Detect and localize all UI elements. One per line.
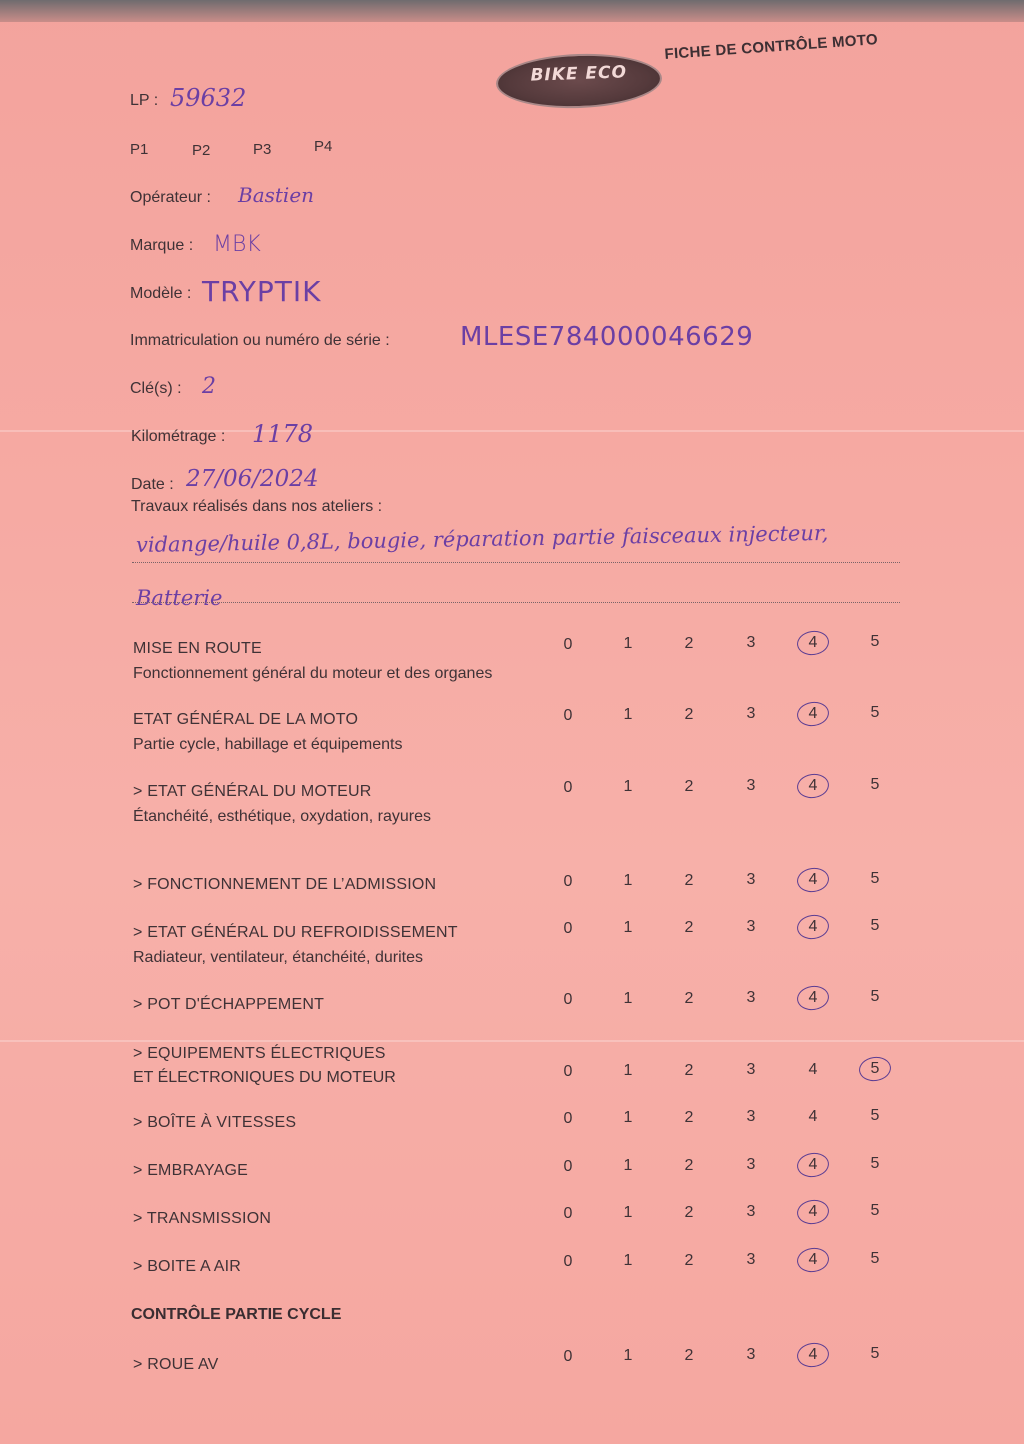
score-option-1: 1: [623, 778, 633, 796]
score-option-3: 3: [746, 918, 756, 936]
score-option-1: 1: [623, 1157, 633, 1175]
check-title: > POT D'ÉCHAPPEMENT: [133, 996, 325, 1013]
score-option-0: 0: [563, 920, 573, 937]
sheet-top-edge: [0, 0, 1024, 22]
score-option-5: 5: [870, 1345, 880, 1362]
score-option-2: 2: [684, 705, 694, 723]
score-option-1: 1: [623, 872, 633, 890]
check-title: > FONCTIONNEMENT DE L’ADMISSION: [133, 876, 437, 893]
score-option-5: 5: [870, 1250, 880, 1267]
score-option-4: 4: [808, 1060, 818, 1078]
score-option-0: 0: [563, 1063, 573, 1080]
score-option-1: 1: [623, 1062, 633, 1080]
date-label: Date :: [131, 476, 174, 493]
score-option-1: 1: [623, 635, 633, 653]
score-option-2: 2: [684, 634, 694, 652]
marque-label: Marque :: [130, 237, 194, 254]
lp-label: LP :: [130, 92, 159, 109]
score-option-1: 1: [623, 1347, 633, 1365]
kilometrage-value: 1178: [252, 420, 314, 448]
score-option-1: 1: [623, 1252, 633, 1270]
travaux-line-1: vidange/huile 0,8L, bougie, réparation partie faisceaux injecteur,: [135, 520, 829, 557]
score-option-4: 4: [808, 1202, 818, 1220]
score-option-5: 5: [870, 870, 880, 887]
check-title: > ROUE AV: [133, 1356, 219, 1373]
score-option-3: 3: [746, 1061, 756, 1079]
score-option-4: 4: [808, 776, 818, 794]
score-option-2: 2: [684, 1108, 694, 1126]
score-option-1: 1: [623, 1204, 633, 1222]
check-subtitle: Fonctionnement général du moteur et des organes: [133, 665, 493, 682]
score-option-2: 2: [684, 1061, 694, 1079]
p2-label: P2: [192, 142, 211, 159]
immatriculation-label: Immatriculation ou numéro de série :: [130, 332, 390, 349]
score-option-5: 5: [870, 776, 880, 793]
score-option-2: 2: [684, 1251, 694, 1269]
score-option-5: 5: [870, 1060, 880, 1077]
travaux-dotted-line: [132, 562, 900, 563]
check-subtitle: ET ÉLECTRONIQUES DU MOTEUR: [133, 1069, 396, 1086]
score-option-5: 5: [870, 1107, 880, 1124]
travaux-line-2: Batterie: [136, 586, 223, 610]
check-title: > EMBRAYAGE: [133, 1162, 248, 1179]
score-option-5: 5: [870, 988, 880, 1005]
score-option-4: 4: [808, 1250, 818, 1268]
score-option-3: 3: [746, 1251, 756, 1269]
lp-value: 59632: [170, 84, 247, 112]
kilometrage-label: Kilométrage :: [131, 428, 226, 445]
cles-value: 2: [202, 374, 216, 399]
score-option-4: 4: [808, 1345, 818, 1363]
modele-label: Modèle :: [130, 285, 192, 302]
score-option-4: 4: [808, 633, 818, 651]
check-title: > ETAT GÉNÉRAL DU MOTEUR: [133, 783, 372, 800]
score-option-2: 2: [684, 1203, 694, 1221]
operateur-label: Opérateur :: [130, 189, 211, 206]
score-option-5: 5: [870, 1155, 880, 1172]
check-title: > BOITE A AIR: [133, 1258, 241, 1275]
score-option-1: 1: [623, 990, 633, 1008]
score-option-2: 2: [684, 871, 694, 889]
check-title: MISE EN ROUTE: [133, 640, 262, 657]
score-option-0: 0: [563, 779, 573, 796]
modele-value: TRYPTIK: [202, 275, 322, 308]
score-option-2: 2: [684, 989, 694, 1007]
check-subtitle: Radiateur, ventilateur, étanchéité, durites: [133, 949, 423, 966]
p4-label: P4: [314, 138, 333, 155]
score-option-0: 0: [563, 873, 573, 890]
score-option-3: 3: [746, 871, 756, 889]
marque-value: MBK: [213, 232, 261, 257]
date-value: 27/06/2024: [186, 466, 319, 492]
score-option-1: 1: [623, 706, 633, 724]
travaux-dotted-line: [132, 602, 900, 603]
p3-label: P3: [253, 141, 272, 158]
check-subtitle: Étanchéité, esthétique, oxydation, rayures: [133, 808, 431, 825]
operateur-value: Bastien: [238, 183, 315, 207]
score-option-3: 3: [746, 1346, 756, 1364]
cles-label: Clé(s) :: [130, 380, 182, 397]
score-option-0: 0: [563, 636, 573, 653]
p1-label: P1: [130, 141, 149, 158]
section-partie-cycle: CONTRÔLE PARTIE CYCLE: [131, 1306, 342, 1323]
score-option-2: 2: [684, 918, 694, 936]
immatriculation-value: MLESE784000046629: [460, 322, 754, 352]
score-option-0: 0: [563, 1253, 573, 1270]
score-option-4: 4: [808, 870, 818, 888]
score-option-0: 0: [563, 1348, 573, 1365]
score-option-3: 3: [746, 777, 756, 795]
score-option-4: 4: [808, 704, 818, 722]
check-title: > EQUIPEMENTS ÉLECTRIQUES: [133, 1045, 386, 1062]
score-option-4: 4: [808, 1107, 818, 1125]
score-option-3: 3: [746, 1108, 756, 1126]
score-option-0: 0: [563, 1158, 573, 1175]
score-option-4: 4: [808, 917, 818, 935]
score-option-5: 5: [870, 1202, 880, 1219]
check-title: > TRANSMISSION: [133, 1210, 272, 1227]
check-title: ETAT GÉNÉRAL DE LA MOTO: [133, 711, 359, 728]
score-option-2: 2: [684, 777, 694, 795]
score-option-3: 3: [746, 634, 756, 652]
paper-fold: [0, 1040, 1024, 1042]
score-option-5: 5: [870, 633, 880, 650]
score-option-0: 0: [563, 991, 573, 1008]
score-option-3: 3: [746, 705, 756, 723]
logo-text: BIKE ECO: [530, 62, 628, 86]
score-option-5: 5: [870, 917, 880, 934]
score-option-0: 0: [563, 707, 573, 724]
score-option-1: 1: [623, 919, 633, 937]
check-title: > BOÎTE À VITESSES: [133, 1114, 297, 1131]
score-option-0: 0: [563, 1205, 573, 1222]
score-option-3: 3: [746, 989, 756, 1007]
score-option-4: 4: [808, 1155, 818, 1173]
check-title: > ETAT GÉNÉRAL DU REFROIDISSEMENT: [133, 924, 458, 941]
score-option-3: 3: [746, 1156, 756, 1174]
check-subtitle: Partie cycle, habillage et équipements: [133, 736, 403, 753]
page-title: FICHE DE CONTRÔLE MOTO: [664, 31, 879, 63]
score-option-4: 4: [808, 988, 818, 1006]
score-option-3: 3: [746, 1203, 756, 1221]
score-option-2: 2: [684, 1156, 694, 1174]
bike-eco-logo: [495, 51, 663, 111]
score-option-1: 1: [623, 1109, 633, 1127]
score-option-2: 2: [684, 1346, 694, 1364]
travaux-label: Travaux réalisés dans nos ateliers :: [131, 498, 383, 515]
score-option-0: 0: [563, 1110, 573, 1127]
score-option-5: 5: [870, 704, 880, 721]
